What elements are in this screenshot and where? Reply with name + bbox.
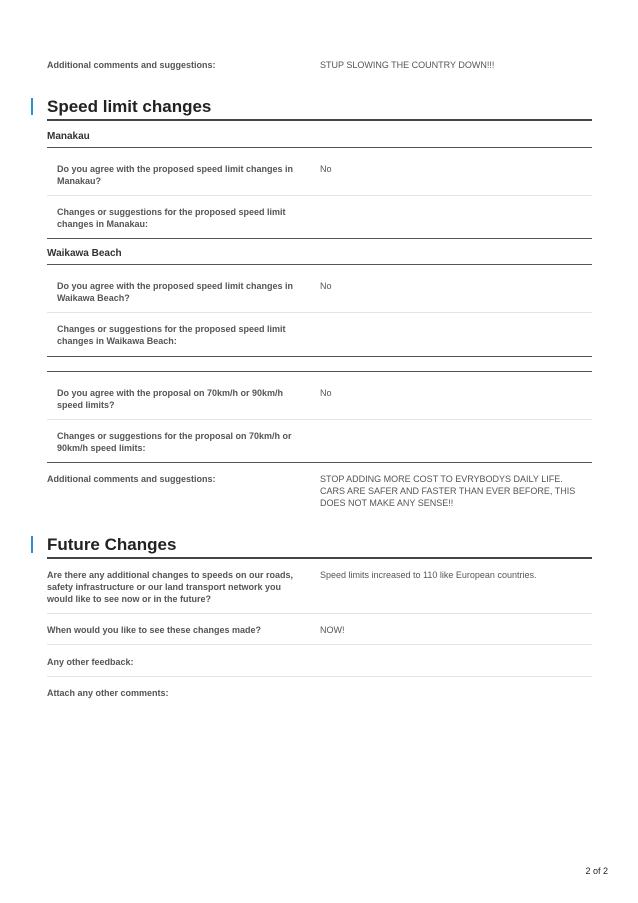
row-divider xyxy=(47,613,592,614)
row-divider xyxy=(47,195,592,196)
waikawa-title: Waikawa Beach xyxy=(47,248,122,259)
waikawa-q1-label: Do you agree with the proposed speed limit changes in Waikawa Beach? xyxy=(57,281,294,303)
top-comments-value: STUP SLOWING THE COUNTRY DOWN!!! xyxy=(320,60,495,70)
section-accent-bar xyxy=(31,536,33,553)
speed-section-title: Speed limit changes xyxy=(47,97,212,116)
general-q1-value: No xyxy=(320,388,332,398)
manakau-q1-label: Do you agree with the proposed speed limit changes in Manakau? xyxy=(57,164,294,186)
general-q1-label: Do you agree with the proposal on 70km/h or 90km/h speed limits? xyxy=(57,388,284,410)
manakau-q2-label: Changes or suggestions for the proposed speed limit changes in Manakau: xyxy=(57,207,286,229)
future-section-title: Future Changes xyxy=(47,535,177,554)
section-rule xyxy=(47,119,592,121)
future-q2-label: When would you like to see these changes made? xyxy=(47,625,262,635)
group-rule xyxy=(47,356,592,357)
row-divider xyxy=(47,419,592,420)
row-divider xyxy=(47,676,592,677)
speed-comments-label: Additional comments and suggestions: xyxy=(47,474,216,484)
page-number: 2 of 2 xyxy=(585,866,608,876)
future-q2-value: NOW! xyxy=(320,625,345,635)
row-divider xyxy=(47,312,592,313)
section-accent-bar xyxy=(31,98,33,115)
future-q1-value: Speed limits increased to 110 like European countries. xyxy=(320,570,537,580)
group-rule xyxy=(47,264,592,265)
future-q1-label: Are there any additional changes to speeds on our roads, safety infrastructure or our land transport network you would like to see now or in the future? xyxy=(47,570,294,604)
manakau-title: Manakau xyxy=(47,131,90,142)
top-comments-label: Additional comments and suggestions: xyxy=(47,60,216,70)
section-rule xyxy=(47,557,592,559)
waikawa-q2-label: Changes or suggestions for the proposed speed limit changes in Waikawa Beach: xyxy=(57,324,286,346)
waikawa-q1-value: No xyxy=(320,281,332,291)
group-rule xyxy=(47,462,592,463)
manakau-q1-value: No xyxy=(320,164,332,174)
group-rule xyxy=(47,147,592,148)
future-q3-label: Any other feedback: xyxy=(47,657,134,667)
general-q2-label: Changes or suggestions for the proposal on 70km/h or 90km/h speed limits: xyxy=(57,431,292,453)
row-divider xyxy=(47,644,592,645)
group-rule xyxy=(47,371,592,372)
future-q4-label: Attach any other comments: xyxy=(47,688,169,698)
group-rule xyxy=(47,238,592,239)
speed-comments-value: STOP ADDING MORE COST TO EVRYBODYS DAILY LIFE. CARS ARE SAFER AND FASTER THAN EVER BEFORE, THIS DOES NOT MAKE ANY SENSE!! xyxy=(320,474,576,508)
